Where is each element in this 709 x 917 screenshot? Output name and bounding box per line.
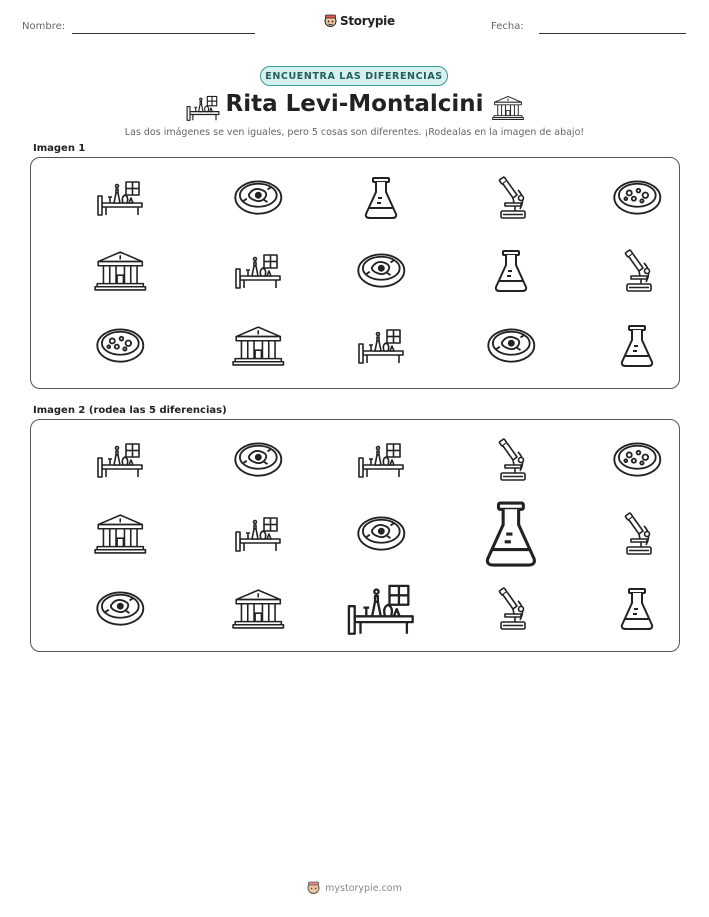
flask-icon <box>619 324 655 368</box>
building-icon[interactable] <box>94 513 147 555</box>
storypie-logo <box>324 14 395 28</box>
date-field[interactable] <box>539 33 686 34</box>
lab-desk-icon[interactable] <box>96 442 144 478</box>
name-field[interactable] <box>72 33 255 34</box>
image1-label: Imagen 1 <box>33 143 86 154</box>
microscope-icon <box>493 176 529 220</box>
lab-desk-icon <box>96 180 144 216</box>
page-title: Rita Levi-Montalcini <box>225 91 484 117</box>
microscope-icon[interactable] <box>619 512 655 556</box>
microscope-icon[interactable] <box>493 587 529 631</box>
storypie-mascot-icon <box>324 14 337 28</box>
image1-panel <box>30 157 680 389</box>
footer-site[interactable]: mystorypie.com <box>325 882 402 894</box>
flask-icon[interactable] <box>619 587 655 631</box>
footer <box>0 881 709 895</box>
building-icon[interactable] <box>232 588 285 630</box>
petri-dish-cell-icon <box>486 326 537 365</box>
name-label: Nombre: <box>22 21 66 32</box>
flask-icon <box>363 176 399 220</box>
lab-desk-icon <box>185 95 221 121</box>
lab-desk-icon[interactable] <box>346 583 416 635</box>
microscope-icon <box>619 249 655 293</box>
lab-desk-icon <box>357 328 405 364</box>
image2-label: Imagen 2 (rodea las 5 diferencias) <box>33 405 227 416</box>
building-icon <box>492 95 524 121</box>
petri-dish-icon <box>612 178 663 217</box>
lab-desk-icon[interactable] <box>234 516 282 552</box>
petri-dish-cell-icon <box>356 251 407 290</box>
petri-dish-icon <box>95 326 146 365</box>
image2-panel[interactable] <box>30 419 680 652</box>
flask-icon[interactable] <box>483 500 539 568</box>
lab-desk-icon <box>234 253 282 289</box>
flask-icon <box>493 249 529 293</box>
petri-dish-cell-icon[interactable] <box>356 514 407 553</box>
petri-dish-cell-icon[interactable] <box>95 589 146 628</box>
activity-badge: ENCUENTRA LAS DIFERENCIAS <box>260 66 448 86</box>
instructions: Las dos imágenes se ven iguales, pero 5 cosas son diferentes. ¡Rodealas en la imagen de abajo! <box>124 127 585 138</box>
brand-name: Storypie <box>340 14 395 28</box>
building-icon <box>232 325 285 367</box>
building-icon <box>94 250 147 292</box>
petri-dish-cell-icon <box>233 178 284 217</box>
lab-desk-icon[interactable] <box>357 442 405 478</box>
petri-dish-icon[interactable] <box>612 440 663 479</box>
petri-dish-cell-icon[interactable] <box>233 440 284 479</box>
storypie-mascot-icon <box>307 881 320 895</box>
date-label: Fecha: <box>491 21 524 32</box>
microscope-icon[interactable] <box>493 438 529 482</box>
